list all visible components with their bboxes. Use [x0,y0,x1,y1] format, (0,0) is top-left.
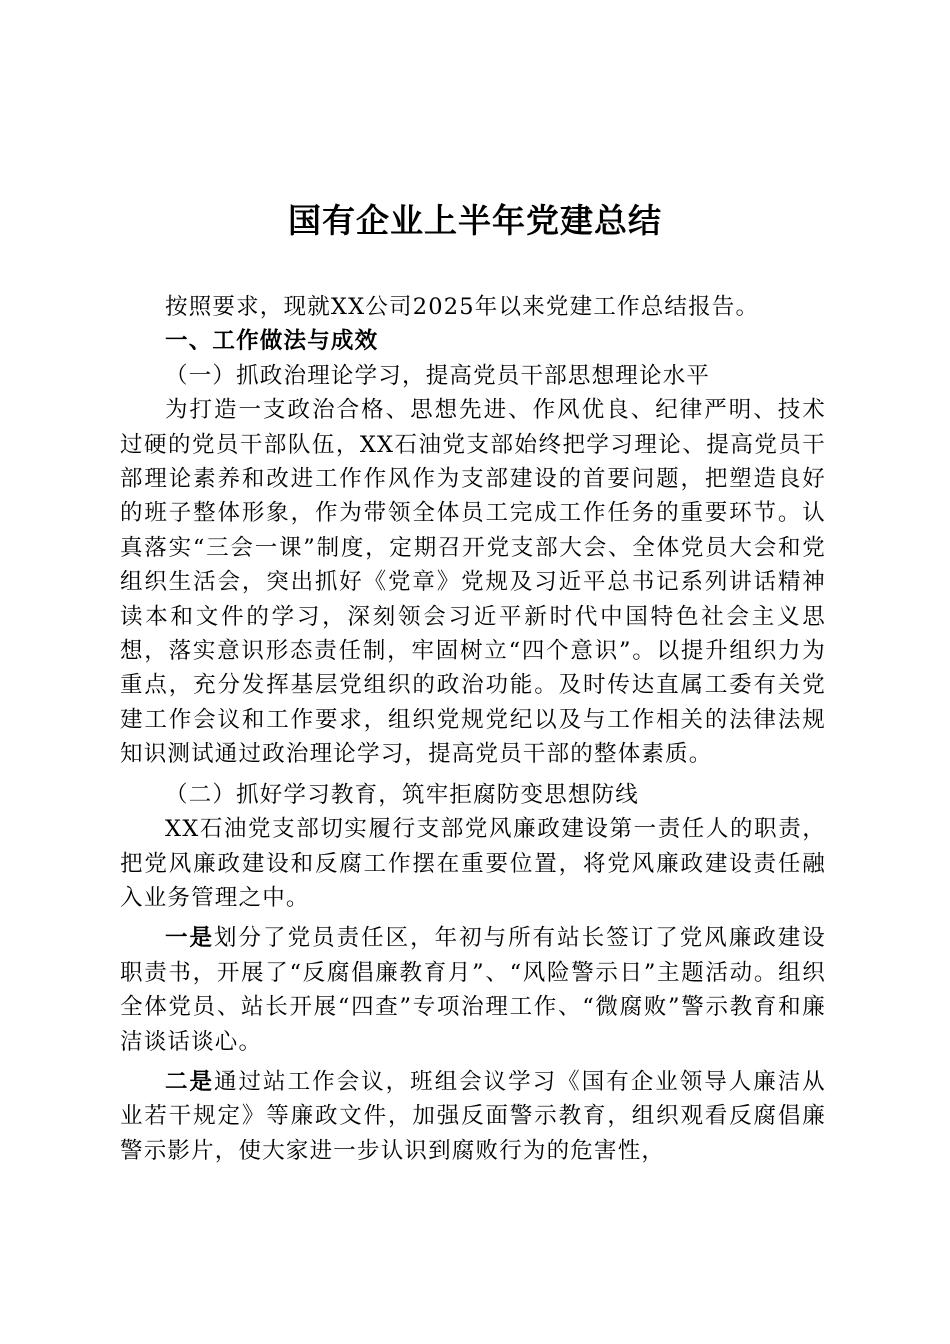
point-2-paragraph [120,1065,826,1168]
point-1-lead: 一是 [165,925,215,952]
point-1-paragraph [120,921,826,1059]
point-2-text: 通过站工作会议，班组会议学习《国有企业领导人廉洁从业若干规定》等廉政文件，加强反面警示教育，组织观看反腐倡廉警示影片，使大家进一步认识到腐败行为的危害性， [120,1068,826,1164]
section-heading-1: 一、工作做法与成效 [165,328,379,355]
subsection-1-paragraph: 为打造一支政治合格、思想先进、作风优良、纪律严明、技术过硬的党员干部队伍，XX石油党支部始终把学习理论、提高党员干部理论素养和改进工作作风作为支部建设的首要问题，把塑造良好的班子整体形象，作为带领全体员工完成工作任务的重要环节。认真落实“三会一课”制度，定期召开党支部大会、全体党员大会和党组织生活会，突出抓好《党章》党规及习近平总书记系列讲话精神读本和文件的学习，深刻领会习近平新时代中国特色社会主义思想，落实意识形态责任制，牢固树立“四个意识”。以提升组织力为重点，充分发挥基层党组织的政治功能。及时传达直属工委有关党建工作会议和工作要求，组织党规党纪以及与工作相关的法律法规知识测试通过政治理论学习，提高党员干部的整体素质。 [120,397,826,768]
subsection-heading-2: （二）抓好学习教育，筑牢拒腐防变思想防线 [165,781,640,808]
document-body [120,290,826,1168]
document-title: 国有企业上半年党建总结 [288,201,662,240]
point-2-lead: 二是 [165,1068,215,1095]
subsection-heading-1: （一）抓政治理论学习，提高党员干部思想理论水平 [165,362,711,389]
intro-paragraph: 按照要求，现就XX公司2025年以来党建工作总结报告。 [165,294,760,320]
point-1-text: 划分了党员责任区，年初与所有站长签订了党风廉政建设职责书，开展了“反腐倡廉教育月”、“风险警示日”主题活动。组织全体党员、站长开展“四查”专项治理工作、“微腐败”警示教育和廉洁谈话谈心。 [120,925,826,1055]
subsection-2-paragraph: XX石油党支部切实履行支部党风廉政建设第一责任人的职责，把党风廉政建设和反腐工作摆在重要位置，将党风廉政建设责任融入业务管理之中。 [120,816,826,911]
